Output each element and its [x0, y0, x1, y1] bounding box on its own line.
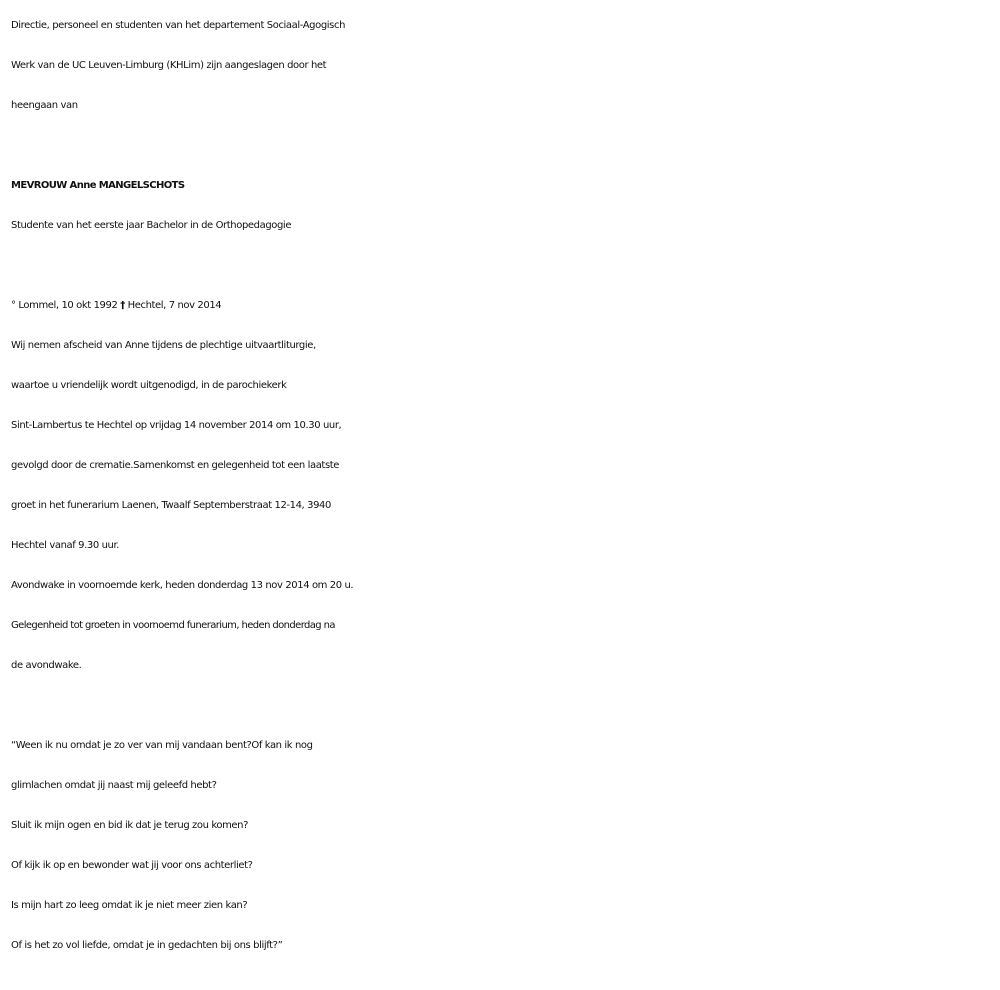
poem-line: Of kijk ik op en bewonder wat jij voor ons achterliet? [11, 860, 253, 871]
poem-line: Is mijn hart zo leeg omdat ik je niet meer zien kan? [11, 900, 248, 911]
details-line: Wij nemen afscheid van Anne tijdens de plechtige uitvaartliturgie, [11, 340, 316, 351]
intro-paragraph [11, 6, 996, 126]
details-line: de avondwake. [11, 660, 82, 671]
intro-line: Directie, personeel en studenten van het departement Sociaal-Agogisch [11, 20, 346, 31]
death-place-date: Hechtel, 7 nov 2014 [127, 300, 222, 311]
obituary-notice [11, 6, 996, 966]
details-line: Sint-Lambertus te Hechtel op vrijdag 14 november 2014 om 10.30 uur, [11, 420, 342, 431]
birth-place-date: Lommel, 10 okt 1992 [18, 300, 118, 311]
poem [11, 726, 996, 966]
intro-line: Werk van de UC Leuven-Limburg (KHLim) zijn aangeslagen door het [11, 60, 327, 71]
poem-line: glimlachen omdat jij naast mij geleefd hebt? [11, 780, 217, 791]
details-line: groet in het funerarium Laenen, Twaalf Septemberstraat 12-14, 3940 [11, 500, 331, 511]
spacer [11, 686, 996, 726]
spacer [11, 246, 996, 286]
details-line: Gelegenheid tot groeten in voornoemd funerarium, heden donderdag na [11, 620, 335, 631]
spacer [11, 126, 996, 166]
deceased-description: Studente van het eerste jaar Bachelor in de Orthopedagogie [11, 220, 292, 231]
birth-symbol: ° [11, 300, 16, 311]
ceremony-details [11, 326, 996, 686]
birth-death-dates [11, 286, 996, 326]
details-line: waartoe u vriendelijk wordt uitgenodigd, in de parochiekerk [11, 380, 287, 391]
details-line: gevolgd door de crematie.Samenkomst en gelegenheid tot een laatste [11, 460, 340, 471]
deceased-name: MEVROUW Anne MANGELSCHOTS [11, 180, 185, 191]
poem-line: Of is het zo vol liefde, omdat je in gedachten bij ons blijft?” [11, 940, 283, 951]
intro-line: heengaan van [11, 100, 78, 111]
details-line: Avondwake in voornoemde kerk, heden donderdag 13 nov 2014 om 20 u. [11, 580, 354, 591]
cross-icon: † [120, 300, 125, 311]
details-line: Hechtel vanaf 9.30 uur. [11, 540, 120, 551]
poem-line: “Ween ik nu omdat je zo ver van mij vandaan bent?Of kan ik nog [11, 740, 313, 751]
poem-line: Sluit ik mijn ogen en bid ik dat je terug zou komen? [11, 820, 249, 831]
